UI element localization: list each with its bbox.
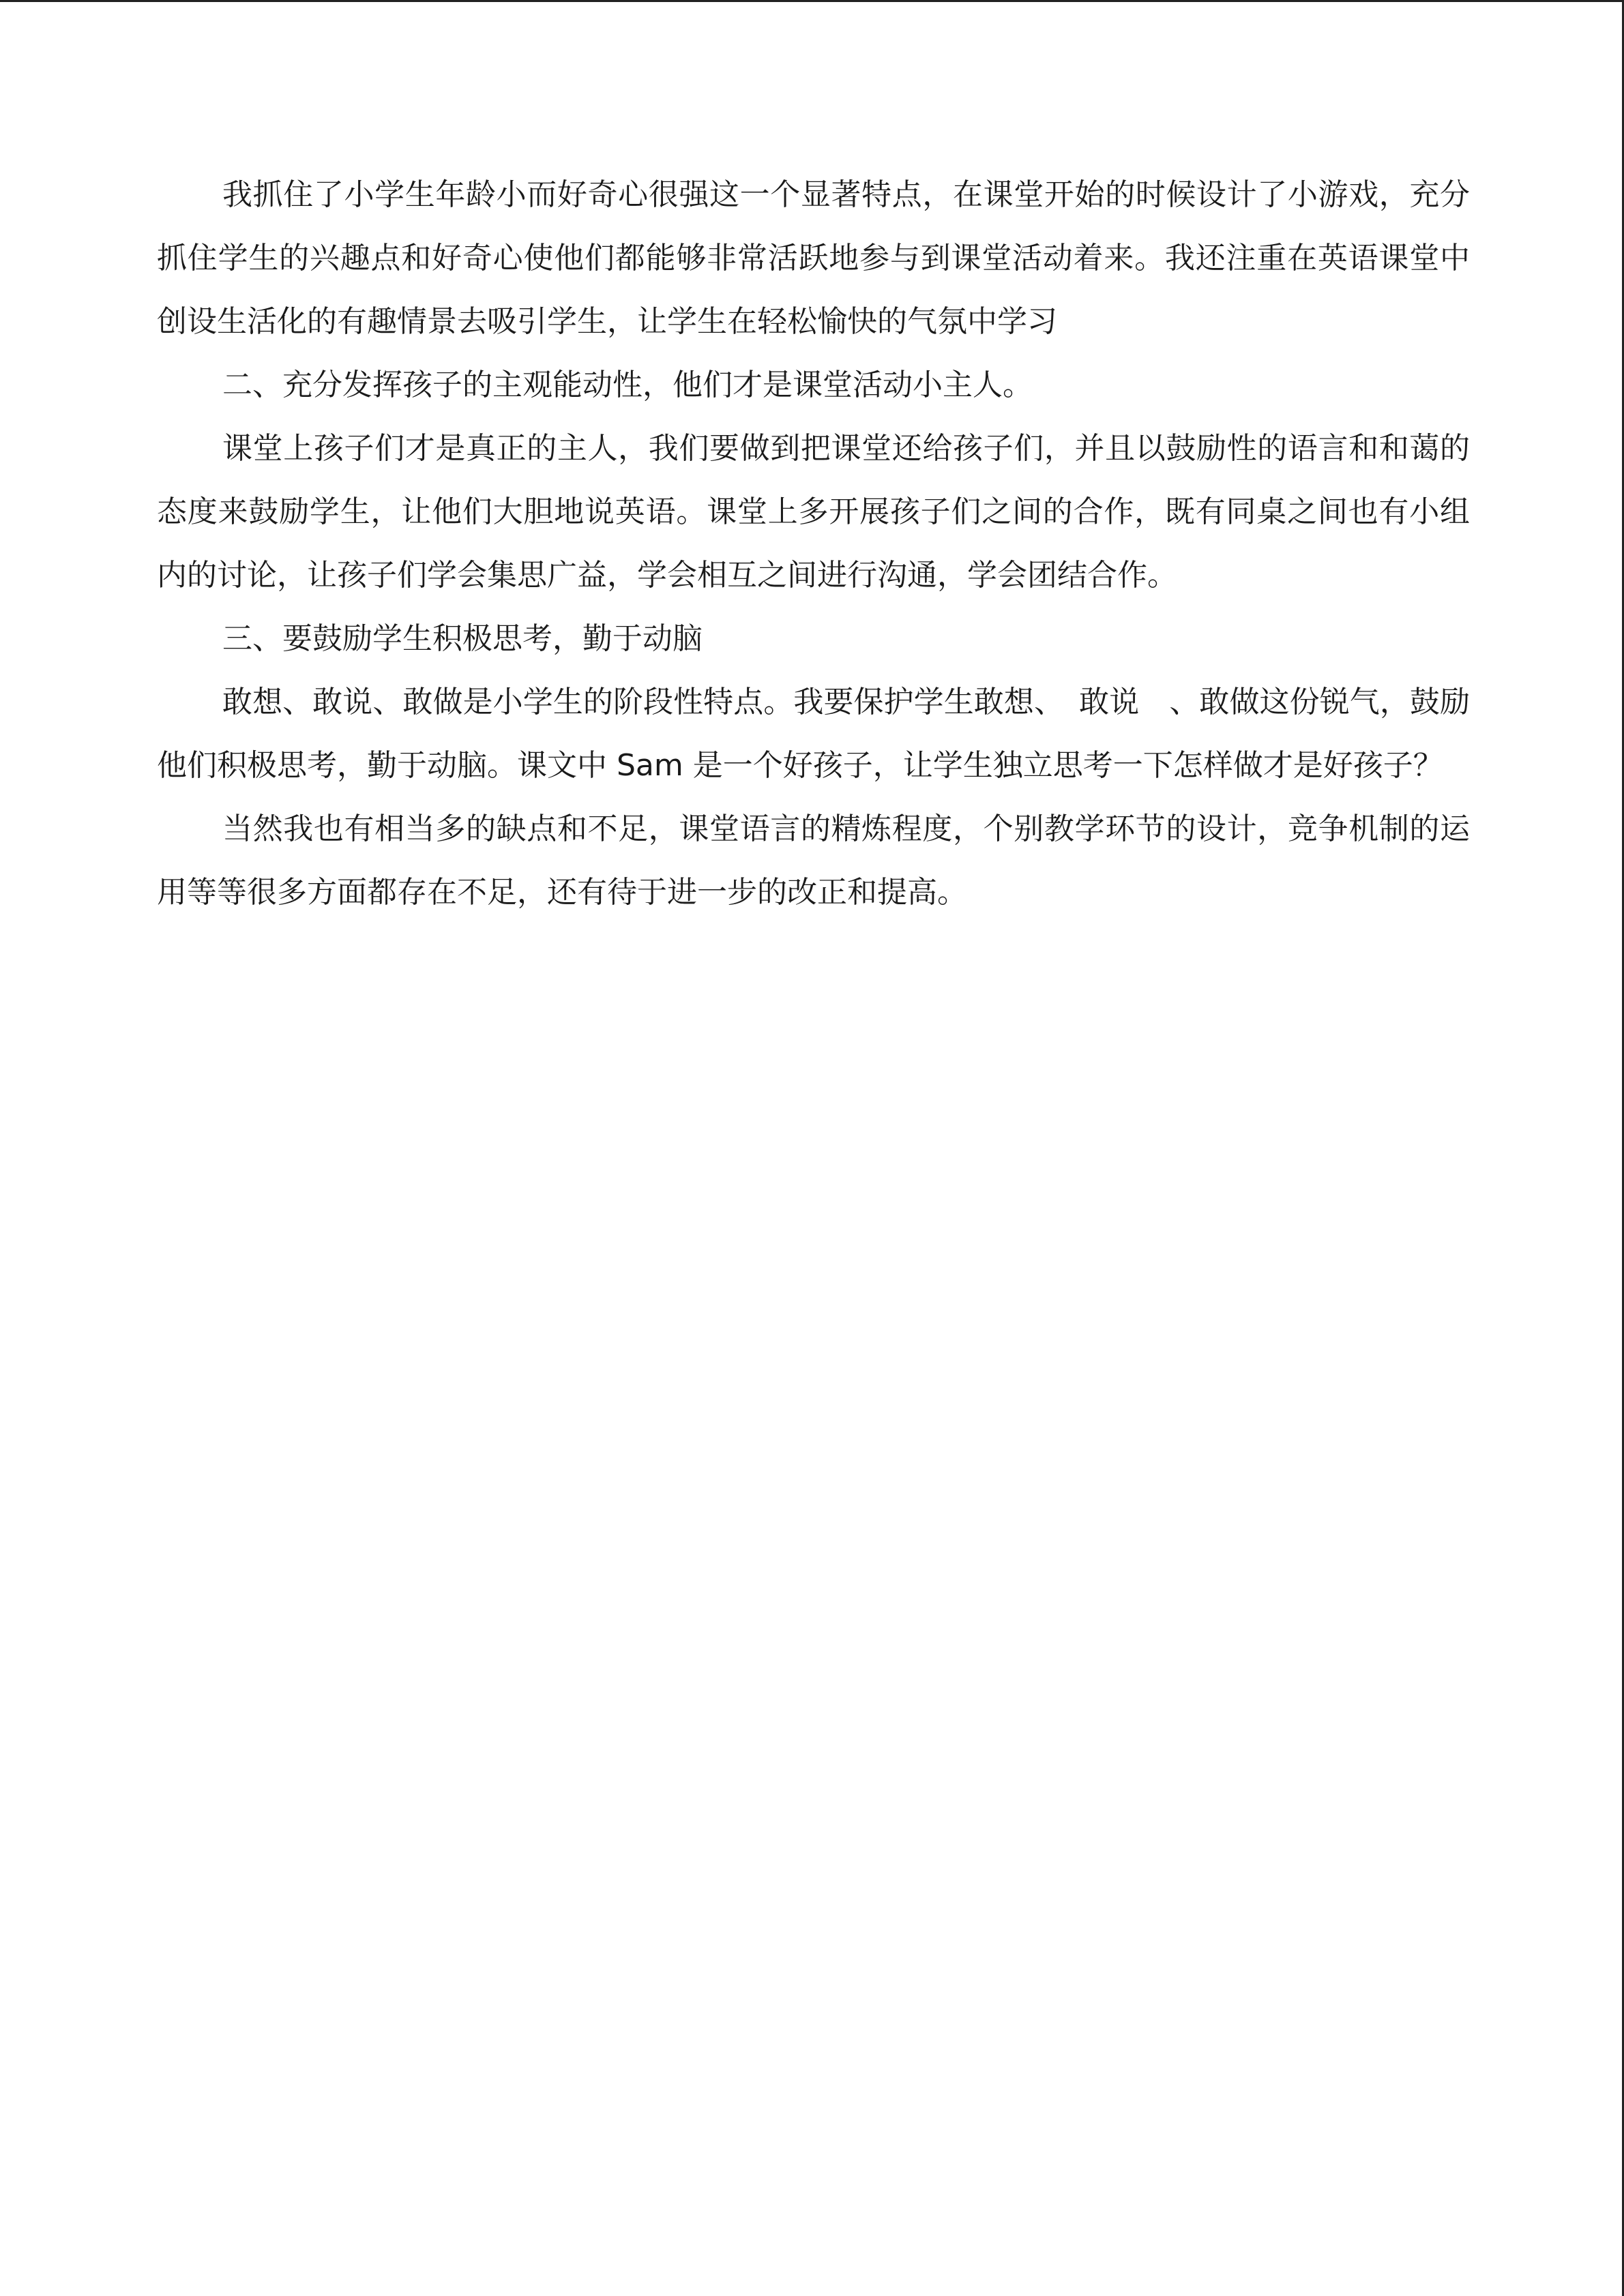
paragraph-3-text-part-3: 是一个好孩子，让学生独立思考一下怎样做才是好孩子？ <box>692 748 1443 783</box>
paragraph-2-text: 课堂上孩子们才是真正的主人，我们要做到把课堂还给孩子们，并且以鼓励性的语言和和蔼的态度来鼓励学生，让他们大胆地说英语。课堂上多开展孩子们之间的合作，既有同桌之间也有小组内的讨论，让孩子们学会集思广益，学会相互之间进行沟通，学会团结合作。 <box>157 431 1470 593</box>
paragraph-3-text-part-2: Sam <box>607 748 693 783</box>
paragraph-4-text: 当然我也有相当多的缺点和不足，课堂语言的精炼程度，个别教学环节的设计，竞争机制的运用等等很多方面都存在不足，还有待于进一步的改正和提高。 <box>157 811 1470 910</box>
paragraph-3-text-part-1: 敢想、敢说、敢做是小学生的阶段性特点。我要保护学生敢想、 敢说 、敢做这份锐气，鼓励他们积极思考，勤于动脑。课文中 <box>157 685 1470 783</box>
paragraph-2 <box>157 417 1470 607</box>
heading-2 <box>157 353 1470 417</box>
paragraph-3 <box>157 670 1470 797</box>
paragraph-4 <box>157 797 1470 924</box>
heading-2-text: 二、充分发挥孩子的主观能动性，他们才是课堂活动小主人。 <box>222 368 1033 402</box>
paragraph-1-text: 我抓住了小学生年龄小而好奇心很强这一个显著特点，在课堂开始的时候设计了小游戏，充分抓住学生的兴趣点和好奇心使他们都能够非常活跃地参与到课堂活动着来。我还注重在英语课堂中创设生活化的有趣情景去吸引学生，让学生在轻松愉快的气氛中学习 <box>157 177 1470 339</box>
document-body <box>157 163 1470 924</box>
paragraph-1 <box>157 163 1470 353</box>
heading-3-text: 三、要鼓励学生积极思考，勤于动脑 <box>222 621 703 656</box>
heading-3 <box>157 607 1470 670</box>
